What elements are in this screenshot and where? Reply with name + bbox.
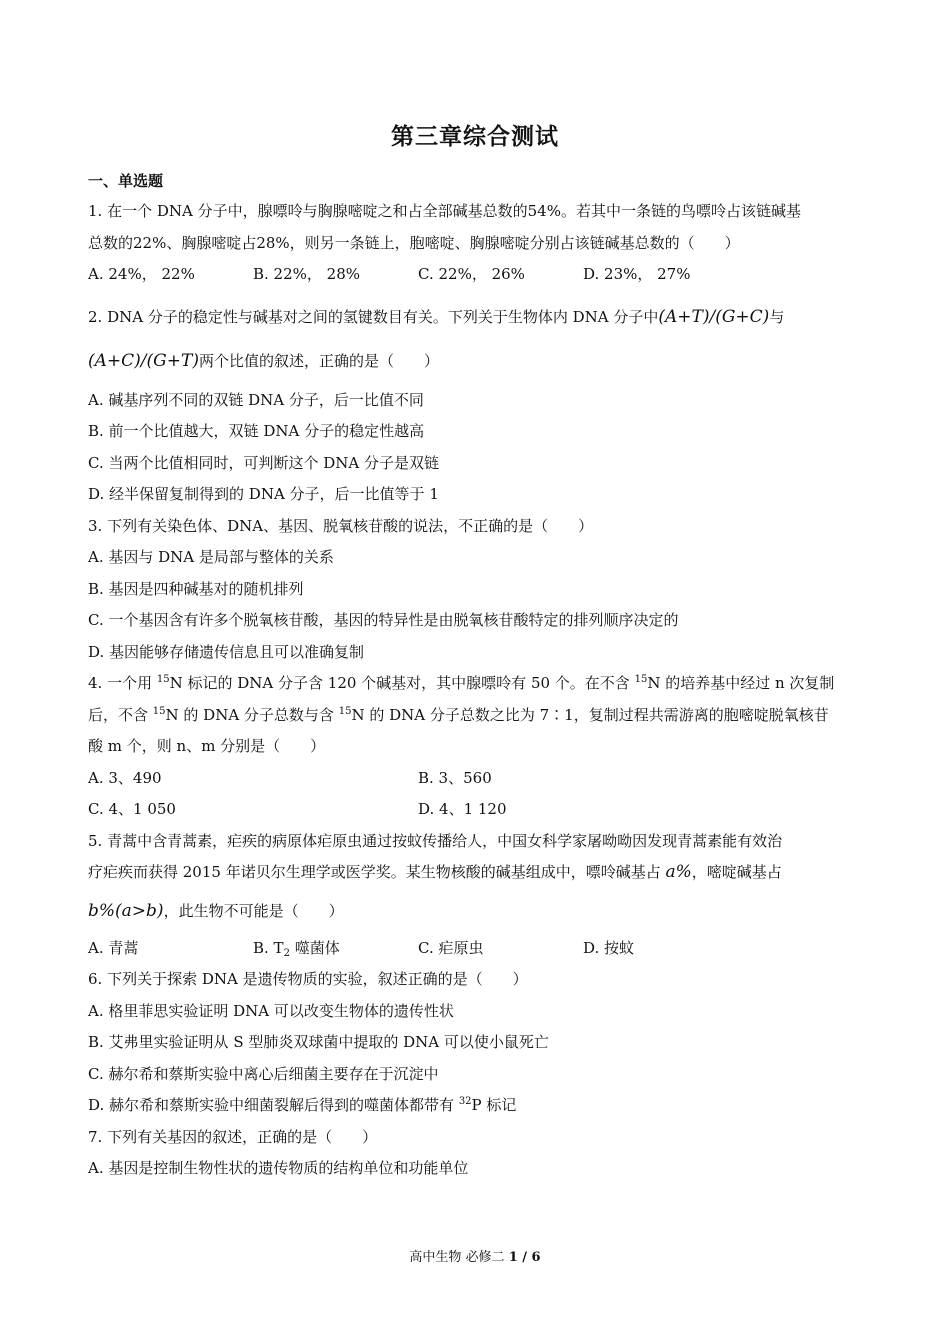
q1-options [88, 259, 864, 291]
q5-stem-line-1: 5. 青蒿中含青蒿素，疟疾的病原体疟原虫通过按蚊传播给人，中国女科学家屠呦呦因发现青蒿素能有效治 [88, 831, 783, 850]
q4-options-row-1 [88, 763, 864, 795]
q5-text-c: ，此生物不可能是（ ） [163, 901, 344, 920]
q3-option-d[interactable]: D. 基因能够存储遗传信息且可以准确复制 [88, 642, 365, 661]
section-heading: 一、单选题 [88, 172, 164, 190]
footer-text: 高中生物 必修二 [409, 1250, 509, 1265]
q4-text-c: N 的培养基中经过 n 次复制 [647, 674, 835, 692]
q3-stem: 3. 下列有关染色体、DNA、基因、脱氧核苷酸的说法，不正确的是（ ） [88, 516, 594, 535]
q3-option-b[interactable]: B. 基因是四种碱基对的随机排列 [88, 579, 304, 598]
q2-formula-1: (A+T)/(G+C) [658, 306, 770, 327]
q3-option-c[interactable]: C. 一个基因含有许多个脱氧核苷酸，基因的特异性是由脱氧核苷酸特定的排列顺序决定的 [88, 611, 679, 629]
q1-option-a[interactable]: A. 24%， 22% [88, 265, 195, 283]
footer-page-number: 1 / 6 [508, 1250, 541, 1265]
q2-stem-text: 2. DNA 分子的稳定性与碱基对之间的氢键数目有关。下列关于生物体内 DNA 分子中 [88, 307, 659, 326]
q6-option-d[interactable] [88, 1090, 864, 1122]
q2-stem-line-2 [88, 337, 864, 385]
q6-option-b[interactable]: B. 艾弗里实验证明从 S 型肺炎双球菌中提取的 DNA 可以使小鼠死亡 [88, 1033, 549, 1051]
q4-option-b[interactable]: B. 3、560 [418, 768, 492, 787]
q2-option-c[interactable]: C. 当两个比值相同时，可判断这个 DNA 分子是双链 [88, 453, 440, 472]
q2-formula-2: (A+C)/(G+T) [88, 350, 199, 371]
q5-math-a: a% [665, 862, 692, 882]
q6-stem: 6. 下列关于探索 DNA 是遗传物质的实验，叙述正确的是（ ） [88, 970, 528, 988]
q5-math-b: b%(a>b) [88, 900, 164, 921]
q5-option-a[interactable]: A. 青蒿 [88, 938, 139, 957]
q5-text-b: ，嘧啶碱基占 [691, 863, 782, 881]
q4-sup-4: 15 [338, 705, 352, 717]
q4-stem-line-1 [88, 668, 864, 700]
q1-option-d[interactable]: D. 23%， 27% [583, 265, 691, 283]
page-title: 第三章综合测试 [391, 123, 559, 150]
q2-stem-line-1 [88, 297, 864, 337]
page-footer [0, 1246, 950, 1265]
q7-option-a[interactable]: A. 基因是控制生物性状的遗传物质的结构单位和功能单位 [88, 1159, 469, 1177]
q4-text-e: N 的 DNA 分子总数与含 [165, 705, 339, 724]
q5-option-b[interactable] [253, 933, 418, 965]
q5-options [88, 933, 864, 965]
q4-stem-line-3: 酸 m 个，则 n、m 分别是（ ） [88, 737, 326, 755]
q5-option-c[interactable]: C. 疟原虫 [418, 938, 484, 957]
q2-option-a[interactable]: A. 碱基序列不同的双链 DNA 分子，后一比值不同 [88, 390, 424, 409]
q4-sup-1: 15 [156, 674, 170, 685]
q5-option-b-label: B. T [253, 938, 284, 957]
q7-stem: 7. 下列有关基因的叙述，正确的是（ ） [88, 1127, 378, 1146]
q4-option-c[interactable]: C. 4、1 050 [88, 800, 176, 818]
question-list [88, 196, 864, 1185]
q3-option-a[interactable]: A. 基因与 DNA 是局部与整体的关系 [88, 548, 334, 566]
q6-option-c[interactable]: C. 赫尔希和蔡斯实验中离心后细菌主要存在于沉淀中 [88, 1064, 439, 1083]
q4-text-f: N 的 DNA 分子总数之比为 7∶1，复制过程共需游离的胞嘧啶脱氧核苷 [351, 705, 829, 724]
q4-text-d: 后，不含 [88, 705, 153, 724]
q1-stem-line-1: 1. 在一个 DNA 分子中，腺嘌呤与胸腺嘧啶之和占全部碱基总数的54%。若其中一条链的鸟嘌呤占该链碱基 [88, 202, 801, 220]
q2-stem-text-2: 两个比值的叙述，正确的是（ ） [198, 351, 439, 370]
q6-option-d-tail: P 标记 [471, 1096, 517, 1114]
q4-option-d[interactable]: D. 4、1 120 [418, 800, 507, 818]
q4-options-row-2 [88, 794, 864, 826]
q6-option-d-sup: 32 [458, 1096, 472, 1107]
q2-option-d[interactable]: D. 经半保留复制得到的 DNA 分子，后一比值等于 1 [88, 485, 439, 503]
q4-sup-3: 15 [152, 705, 166, 717]
q1-option-b[interactable]: B. 22%， 28% [253, 265, 361, 283]
q6-option-d-text: D. 赫尔希和蔡斯实验中细菌裂解后得到的噬菌体都带有 [88, 1096, 459, 1114]
q4-option-a[interactable]: A. 3、490 [88, 768, 162, 787]
q4-stem-line-2 [88, 700, 864, 732]
q1-stem-line-2: 总数的22%、胸腺嘧啶占28%，则另一条链上，胞嘧啶、胸腺嘧啶分别占该链碱基总数的（ ） [88, 233, 740, 252]
q4-text-a: 4. 一个用 [88, 674, 157, 692]
q2-option-b[interactable]: B. 前一个比值越大，双链 DNA 分子的稳定性越高 [88, 422, 425, 440]
q5-option-b-tail: 噬菌体 [289, 938, 340, 957]
q4-text-b: N 标记的 DNA 分子含 120 个碱基对，其中腺嘌呤有 50 个。在不含 [169, 674, 635, 692]
q5-stem-line-3 [88, 889, 864, 933]
q2-stem-and: 与 [769, 307, 785, 326]
q5-stem-line-2 [88, 857, 864, 889]
q5-option-b-sub: 2 [283, 947, 290, 959]
q5-option-d[interactable]: D. 按蚊 [583, 938, 635, 957]
q6-option-a[interactable]: A. 格里菲思实验证明 DNA 可以改变生物体的遗传性状 [88, 1001, 454, 1020]
q1-option-c[interactable]: C. 22%， 26% [418, 265, 525, 283]
q4-sup-2: 15 [634, 674, 648, 685]
q5-text-a: 疗疟疾而获得 2015 年诺贝尔生理学或医学奖。某生物核酸的碱基组成中，嘌呤碱基占 [88, 863, 666, 881]
